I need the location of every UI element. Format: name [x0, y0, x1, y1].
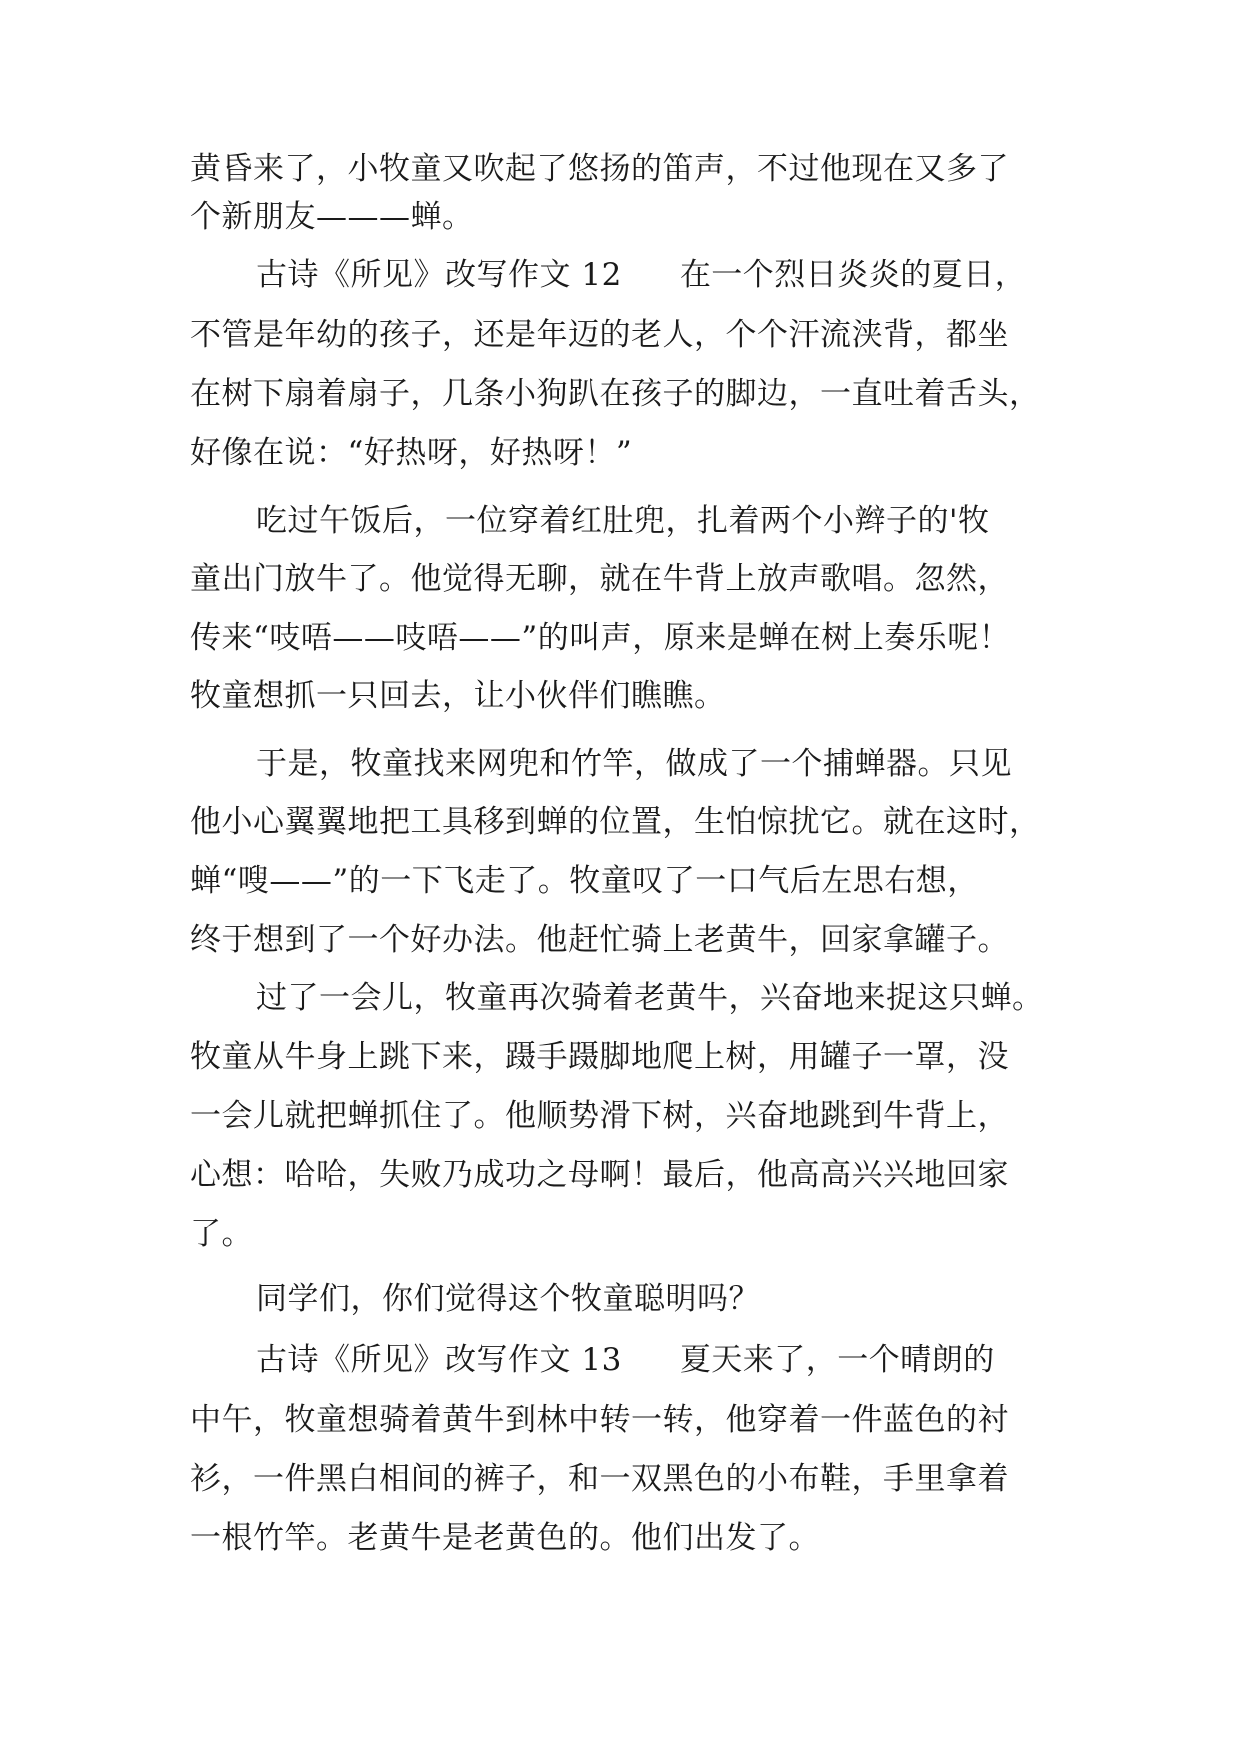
text-line: 童出门放牛了。他觉得无聊，就在牛背上放声歌唱。忽然， [190, 561, 1009, 597]
text-line: 他小心翼翼地把工具移到蝉的位置，生怕惊扰它。就在这时， [190, 804, 1041, 840]
text-line: 一会儿就把蝉抓住了。他顺势滑下树，兴奋地跳到牛背上， [190, 1098, 1009, 1134]
text-line [256, 1340, 995, 1380]
text-line: 牧童想抓一只回去，让小伙伴们瞧瞧。 [190, 678, 726, 714]
text-line: 心想：哈哈，失败乃成功之母啊！最后，他高高兴兴地回家 [190, 1157, 1009, 1193]
paragraph-start: 过了一会儿，牧童再次骑着老黄牛，兴奋地来捉这只蝉。 [256, 980, 1044, 1016]
text-line: 了。 [190, 1216, 253, 1252]
text-line [256, 255, 1026, 295]
text-line: 在树下扇着扇子，几条小狗趴在孩子的脚边，一直吐着舌头， [190, 376, 1041, 412]
text-line: 牧童从牛身上跳下来，蹑手蹑脚地爬上树，用罐子一罩，没 [190, 1039, 1009, 1075]
text-line: 个新朋友———蝉。 [190, 199, 474, 235]
essay-heading-13: 古诗《所见》改写作文 13 [256, 1342, 622, 1378]
text-line: 不管是年幼的孩子，还是年迈的老人，个个汗流浃背，都坐 [190, 317, 1009, 353]
text-line: 终于想到了一个好办法。他赶忙骑上老黄牛，回家拿罐子。 [190, 922, 1009, 958]
essay-heading-12: 古诗《所见》改写作文 12 [256, 257, 622, 293]
text-line: 黄昏来了，小牧童又吹起了悠扬的笛声，不过他现在又多了 [190, 151, 1009, 187]
text-line: 在一个烈日炎炎的夏日， [679, 257, 1027, 293]
text-line: 传来“吱唔——吱唔——”的叫声，原来是蝉在树上奏乐呢！ [190, 620, 1011, 656]
text-line: 夏天来了，一个晴朗的 [679, 1342, 995, 1378]
paragraph-start: 同学们，你们觉得这个牧童聪明吗？ [256, 1281, 760, 1317]
text-line: 中午，牧童想骑着黄牛到林中转一转，他穿着一件蓝色的衬 [190, 1402, 1009, 1438]
text-line: 蝉“嗖——”的一下飞走了。牧童叹了一口气后左思右想， [190, 863, 979, 899]
text-line: 衫，一件黑白相间的裤子，和一双黑色的小布鞋，手里拿着 [190, 1461, 1009, 1497]
paragraph-start: 于是，牧童找来网兜和竹竿，做成了一个捕蝉器。只见 [256, 746, 1012, 782]
text-line: 一根竹竿。老黄牛是老黄色的。他们出发了。 [190, 1520, 820, 1556]
paragraph-start: 吃过午饭后，一位穿着红肚兜，扎着两个小辫子的'牧 [256, 503, 990, 539]
text-line: 好像在说：“好热呀，好热呀！” [190, 435, 633, 471]
